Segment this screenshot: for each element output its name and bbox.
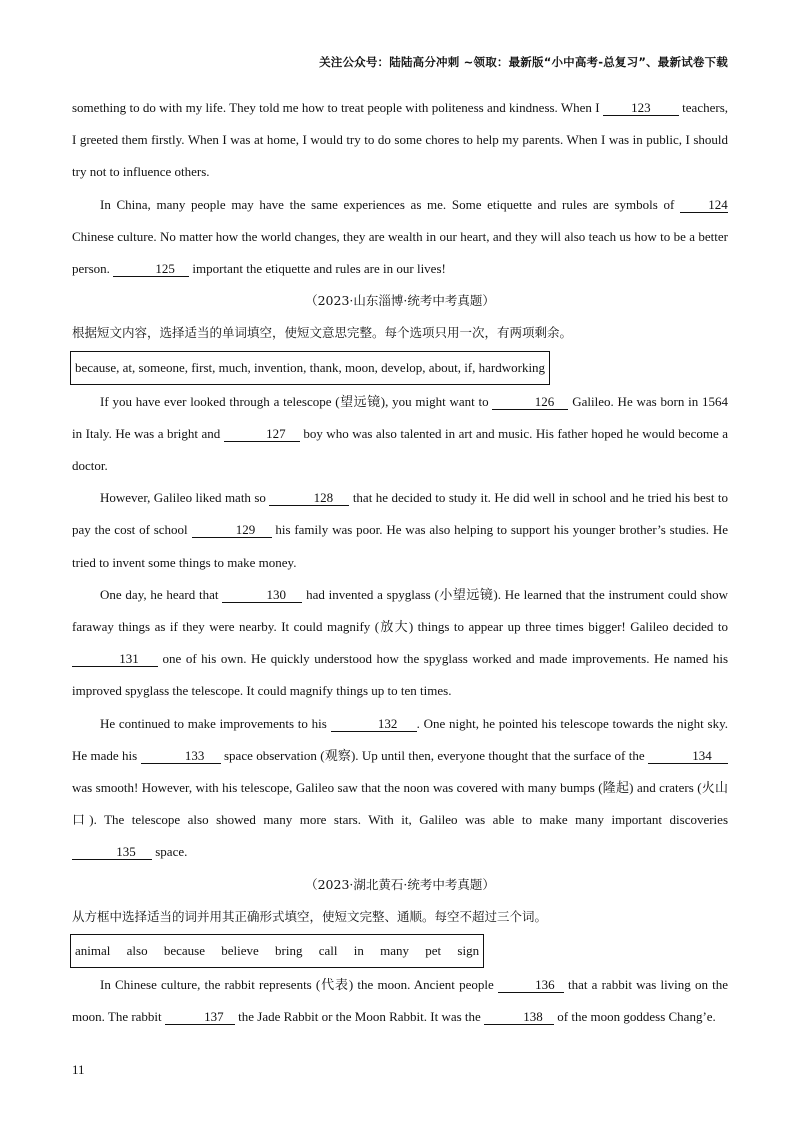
text: He continued to make improvements to his — [100, 715, 327, 731]
text: One day, he heard that — [100, 586, 219, 602]
text: teachers, I greeted them firstly. When I was at home, I would try to do some chores to help my parents. When I was in public, I should try not to influence others. — [72, 100, 729, 180]
paragraph — [72, 969, 728, 1033]
paragraph — [72, 708, 728, 869]
paragraph — [72, 579, 728, 708]
blank-126[interactable]: 126 — [492, 392, 568, 410]
blank-133[interactable]: 133 — [141, 746, 221, 764]
document-body — [72, 92, 728, 1033]
blank-135[interactable]: 135 — [72, 842, 152, 860]
text: important the etiquette and rules are in our lives! — [192, 261, 446, 277]
text: Galileo. He was born in 1564 in Italy. He was a bright and — [72, 393, 729, 441]
text: However, Galileo liked math so — [100, 490, 266, 506]
source-note: （2023·湖北黄石·统考中考真题） — [305, 876, 495, 892]
blank-129[interactable]: 129 — [192, 520, 272, 538]
blank-128[interactable]: 128 — [269, 488, 349, 506]
text: that he decided to study it. He did well in school and he tried his best to pay the cost of school — [72, 490, 729, 538]
page-number: 11 — [72, 1062, 85, 1077]
text: space observation (观察). Up until then, everyone thought that the surface of the — [223, 747, 645, 763]
paragraph — [72, 92, 728, 189]
blank-127[interactable]: 127 — [224, 424, 300, 442]
text: space. — [155, 844, 188, 860]
blank-123[interactable]: 123 — [603, 98, 679, 116]
text: was smooth! However, with his telescope, Galileo saw that the noon was covered with many bumps (隆起) and craters (火山口). The telescope also showed many more stars. With it, Galileo was able to make many important discoveries — [72, 780, 728, 828]
word-option: in — [353, 943, 364, 959]
blank-136[interactable]: 136 — [498, 975, 564, 993]
blank-131[interactable]: 131 — [72, 649, 158, 667]
paragraph — [72, 482, 728, 579]
page-header: 关注公众号：陆陆高分冲刺 ~领取：最新版“小中高考-总复习”、最新试卷下载 — [319, 55, 728, 69]
source-note: （2023·山东淄博·统考中考真题） — [305, 293, 495, 309]
word-box: because, at, someone, first, much, invention, thank, moon, develop, about, if, hardworking — [70, 351, 550, 385]
blank-138[interactable]: 138 — [484, 1007, 554, 1025]
blank-130[interactable]: 130 — [222, 585, 302, 603]
word-option: because — [163, 943, 205, 959]
text: one of his own. He quickly understood how the spyglass worked and made improvements. He named his improved spyglass the telescope. It could magnify things up to ten times. — [72, 651, 729, 699]
text: his family was poor. He was also helping to support his younger brother’s studies. He tried to invent some things to make money. — [72, 522, 728, 570]
paragraph — [72, 386, 728, 483]
paragraph — [72, 189, 728, 286]
instruction: 从方框中选择适当的词并用其正确形式填空，使短文完整、通顺。每空不超过三个词。 — [72, 908, 548, 924]
word-option: bring — [275, 943, 303, 959]
text: that a rabbit was living on the moon. The rabbit — [72, 977, 728, 1025]
text: Chinese culture. No matter how the world changes, they are wealth in our heart, and they will also teach us how to be a better person. — [72, 228, 728, 277]
blank-125[interactable]: 125 — [113, 259, 189, 277]
blank-134[interactable]: 134 — [648, 746, 728, 764]
word-option: many — [380, 943, 410, 959]
blank-124[interactable]: 124 — [680, 195, 728, 213]
text: In Chinese culture, the rabbit represents (代表) the moon. Ancient people — [100, 977, 494, 993]
text: the Jade Rabbit or the Moon Rabbit. It was the — [238, 1009, 481, 1025]
text: If you have ever looked through a telescope (望远镜), you might want to — [100, 393, 489, 409]
word-box — [70, 934, 484, 968]
text: of the moon goddess Chang’e. — [557, 1009, 716, 1025]
word-option: believe — [221, 943, 259, 959]
blank-137[interactable]: 137 — [165, 1007, 235, 1025]
text: something to do with my life. They told me how to treat people with politeness and kindness. When I — [72, 100, 600, 115]
text: had invented a spyglass (小望远镜). He learned that the instrument could show faraway things as if they were nearby. It could magnify (放大) things to appear up three times bigger! Galileo decided to — [72, 586, 729, 635]
word-option: also — [126, 943, 148, 959]
word-option: pet — [425, 943, 442, 959]
text: boy who was also talented in art and music. His father hoped he would become a doctor. — [72, 425, 728, 474]
word-option: call — [318, 943, 338, 959]
text: . One night, he pointed his telescope towards the night sky. He made his — [72, 715, 728, 763]
text: In China, many people may have the same experiences as me. Some etiquette and rules are symbols of — [100, 196, 675, 212]
instruction: 根据短文内容，选择适当的单词填空，使短文意思完整。每个选项只用一次，有两项剩余。 — [72, 325, 573, 341]
blank-132[interactable]: 132 — [331, 714, 417, 732]
word-option: animal — [75, 943, 111, 959]
word-option: sign — [457, 943, 480, 959]
